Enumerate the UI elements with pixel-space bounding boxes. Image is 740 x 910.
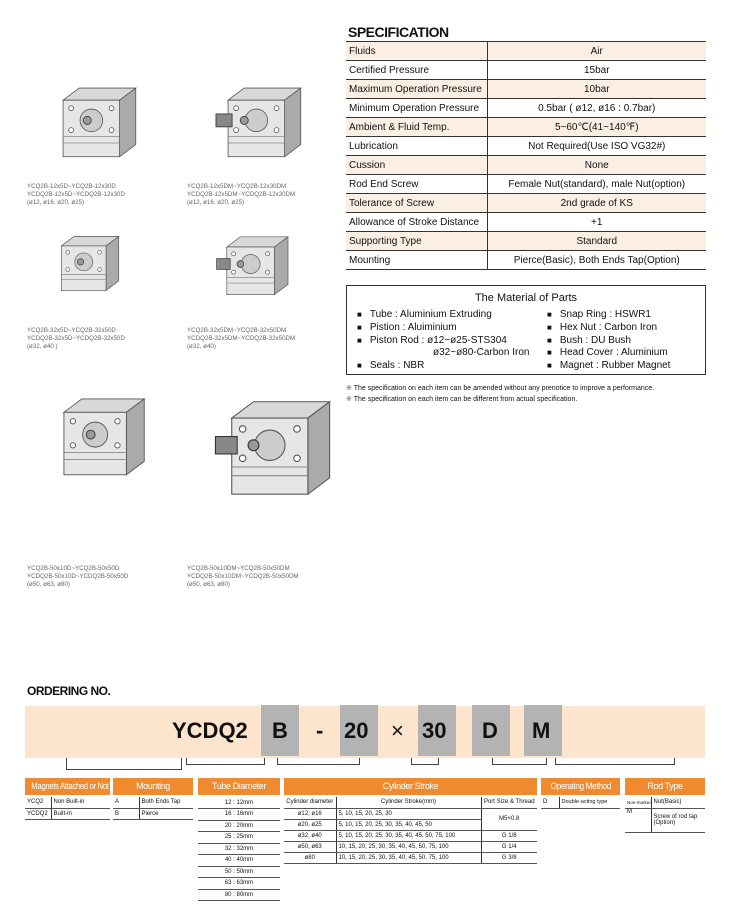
tube-cell: 25 : 25mm bbox=[198, 832, 280, 844]
material-box bbox=[346, 285, 706, 375]
header-stroke bbox=[284, 778, 537, 795]
caption-line: (ø50, ø63, ø80) bbox=[187, 581, 230, 588]
spec-row bbox=[346, 61, 706, 80]
tube-cell: 40 : 40mm bbox=[198, 855, 280, 867]
spec-value: 5~60℃(41~140℉) bbox=[487, 118, 706, 137]
material-title: The Material of Parts bbox=[474, 292, 578, 304]
rod-table bbox=[625, 797, 705, 833]
caption-line: YCQ2B-32x5DM~YCQ2B-32x50DM bbox=[187, 327, 287, 334]
spec-row bbox=[346, 194, 706, 213]
spec-row bbox=[346, 80, 706, 99]
spec-value: 15bar bbox=[487, 61, 706, 80]
cell: D bbox=[541, 797, 559, 808]
material-item: ■ Seals : NBR bbox=[357, 360, 529, 373]
tube-cell: 12 : 12mm bbox=[198, 797, 280, 809]
spec-row bbox=[346, 251, 706, 270]
cell: YCQ2 bbox=[25, 797, 51, 808]
material-item: ■ Bush : DU Bush bbox=[547, 335, 670, 348]
stroke-cell: 10, 15, 20, 25, 30, 35, 40, 45, 50, 75, 100 bbox=[336, 852, 481, 863]
spec-label: Allowance of Stroke Distance bbox=[346, 213, 487, 232]
header-magnets bbox=[25, 778, 110, 795]
caption-line: YCDQ2B-12x5D~YCDQ2B-12x30D bbox=[27, 191, 125, 198]
stroke-cell: ø20, ø25 bbox=[284, 819, 336, 830]
caption-line: YCQ2B-12x5DM~YCQ2B-12x30DM bbox=[187, 183, 287, 190]
bracket bbox=[492, 758, 547, 765]
code-bore: 20 bbox=[344, 718, 369, 743]
spec-value: 10bar bbox=[487, 80, 706, 99]
spec-label: Mounting bbox=[346, 251, 487, 270]
note: ※ The specification on each item can be different from actual specification. bbox=[346, 395, 577, 403]
header-rod bbox=[625, 778, 705, 795]
spec-row bbox=[346, 156, 706, 175]
stroke-cell: 10, 15, 20, 25, 30, 35, 40, 45, 50, 75, 100 bbox=[336, 841, 481, 852]
stroke-cell: 5, 10, 15, 20, 25, 30, 35, 40, 45, 50, 75, 100 bbox=[336, 830, 481, 841]
spec-value: Standard bbox=[487, 232, 706, 251]
cylinder-image bbox=[210, 390, 341, 506]
spec-row bbox=[346, 232, 706, 251]
stroke-cell: 5, 10, 15, 20, 25, 30 bbox=[336, 808, 481, 819]
spec-label: Fluids bbox=[346, 42, 487, 61]
stroke-col-header: Port Size & Thread bbox=[481, 797, 537, 808]
spec-label: Minimum Operation Pressure bbox=[346, 99, 487, 118]
caption-line: (ø12, ø16, ø20, ø25) bbox=[27, 199, 85, 206]
bracket bbox=[555, 758, 675, 765]
spec-label: Ambient & Fluid Temp. bbox=[346, 118, 487, 137]
caption-line: YCQ2B-12x5D~YCQ2B-12x30D bbox=[27, 183, 116, 190]
stroke-table bbox=[284, 797, 537, 864]
header-tube-label: Tube Diameter bbox=[212, 781, 266, 791]
cell: M bbox=[625, 808, 651, 832]
cylinder-image bbox=[45, 80, 146, 166]
cylinder-image bbox=[45, 390, 154, 484]
code-rod: M bbox=[532, 718, 551, 743]
spec-label: Maximum Operation Pressure bbox=[346, 80, 487, 99]
spec-value: 2nd grade of KS bbox=[487, 194, 706, 213]
note: ※ The specification on each item can be amended without any prenotice to improve a performance. bbox=[346, 384, 654, 392]
header-stroke-label: Cylinder Stroke bbox=[382, 781, 439, 791]
code-times: × bbox=[391, 718, 404, 743]
mounting-table bbox=[113, 797, 193, 820]
cell: Double-acting type bbox=[559, 797, 620, 808]
specification-title: SPECIFICATION bbox=[348, 24, 449, 40]
header-tube bbox=[198, 778, 280, 795]
spec-label: Supporting Type bbox=[346, 232, 487, 251]
spec-row bbox=[346, 175, 706, 194]
caption-line: YCQ2B-32x5D~YCQ2B-32x50D bbox=[27, 327, 116, 334]
caption-line: YCDQ2B-12x5DM~YCDQ2B-12x30DM bbox=[187, 191, 296, 198]
cell: YCDQ2 bbox=[25, 808, 51, 819]
tube-cell: 20 : 20mm bbox=[198, 820, 280, 832]
specification-table bbox=[346, 41, 706, 270]
spec-value: 0.5bar ( ø12, ø16 : 0.7bar) bbox=[487, 99, 706, 118]
cell: Built-in bbox=[51, 808, 110, 819]
spec-label: Cussion bbox=[346, 156, 487, 175]
stroke-cell: G 1/4 bbox=[481, 841, 537, 852]
product-caption bbox=[187, 565, 299, 589]
caption-line: YCQ2B-50x10D~YCQ2B-50x50D bbox=[27, 565, 120, 572]
stroke-col-header: Cylinder diameter bbox=[284, 797, 336, 808]
ordering-title: ORDERING NO. bbox=[27, 684, 111, 698]
stroke-cell: ø50, ø63 bbox=[284, 841, 336, 852]
caption-line: YCDQ2B-50x10DM~YCDQ2B-50x50DM bbox=[187, 573, 299, 580]
spec-row bbox=[346, 213, 706, 232]
tube-cell: 63 : 63mm bbox=[198, 878, 280, 890]
product-caption bbox=[187, 327, 295, 351]
code-dash: - bbox=[316, 718, 324, 743]
cell: Both Ends Tap bbox=[139, 797, 193, 808]
bracket bbox=[277, 758, 360, 765]
spec-row bbox=[346, 99, 706, 118]
code-mount: B bbox=[272, 718, 288, 743]
spec-value: Pierce(Basic), Both Ends Tap(Option) bbox=[487, 251, 706, 270]
header-magnets-label: Magnets Attached or Not bbox=[31, 781, 109, 791]
cylinder-image bbox=[210, 230, 298, 303]
material-item: ■ Tube : Aluminium Extruding bbox=[357, 309, 529, 322]
caption-line: (ø32, ø40) bbox=[187, 343, 216, 350]
bracket bbox=[411, 758, 439, 765]
stroke-cell: 5, 10, 15, 20, 25, 30, 35, 40, 45, 50 bbox=[336, 819, 481, 830]
tube-cell: 32 : 32mm bbox=[198, 843, 280, 855]
cylinder-image bbox=[45, 230, 129, 299]
magnets-table bbox=[25, 797, 110, 820]
caption-line: YCQ2B-50x10DM~YCQ2B-50x50DM bbox=[187, 565, 290, 572]
spec-value: +1 bbox=[487, 213, 706, 232]
product-caption bbox=[27, 565, 128, 589]
code-method: D bbox=[482, 718, 498, 743]
header-method bbox=[541, 778, 620, 795]
code-stroke: 30 bbox=[422, 718, 447, 743]
material-item: ■ Pistion : Aluiminium bbox=[357, 322, 529, 335]
material-item: ø32~ø80-Carbon Iron bbox=[433, 347, 530, 359]
material-item: ■ Head Cover : Aluminium bbox=[547, 347, 670, 360]
cell: Pierce bbox=[139, 808, 193, 819]
tube-table bbox=[198, 797, 280, 901]
code-prefix: YCDQ2 bbox=[172, 718, 248, 743]
spec-row bbox=[346, 42, 706, 61]
caption-line: (ø12, ø16, ø20, ø25) bbox=[187, 199, 245, 206]
cell: A bbox=[113, 797, 139, 808]
spec-value: Female Nut(standard), male Nut(option) bbox=[487, 175, 706, 194]
cell: Non Built-in bbox=[51, 797, 110, 808]
spec-row bbox=[346, 137, 706, 156]
tube-cell: 16 : 16mm bbox=[198, 809, 280, 821]
header-rod-label: Rod Type bbox=[647, 781, 683, 791]
caption-line: (ø32, ø40 ) bbox=[27, 343, 58, 350]
bracket bbox=[186, 758, 265, 765]
caption-line: YCDQ2B-32x5DM~YCDQ2B-32x50DM bbox=[187, 335, 296, 342]
stroke-cell: G 1/8 bbox=[481, 830, 537, 841]
bracket bbox=[66, 758, 182, 770]
stroke-cell: M5×0.8 bbox=[481, 808, 537, 830]
spec-label: Certified Pressure bbox=[346, 61, 487, 80]
stroke-col-header: Cylinder Stroke(mm) bbox=[336, 797, 481, 808]
spec-label: Lubrication bbox=[346, 137, 487, 156]
cell: Nut(Basic) bbox=[651, 797, 705, 808]
caption-line: (ø50, ø63, ø80) bbox=[27, 581, 70, 588]
caption-line: YCDQ2B-32x5D~YCDQ2B-32x50D bbox=[27, 335, 125, 342]
stroke-cell: ø80 bbox=[284, 852, 336, 863]
spec-row bbox=[346, 118, 706, 137]
material-item: ■ Magnet : Rubber Magnet bbox=[547, 360, 670, 373]
material-item: ■ Piston Rod : ø12~ø25-STS304 bbox=[357, 335, 529, 348]
spec-value: Not Required(Use ISO VG32#) bbox=[487, 137, 706, 156]
material-item: ■ Snap Ring : HSWR1 bbox=[547, 309, 670, 322]
spec-value: Air bbox=[487, 42, 706, 61]
material-item: ■ Hex Nut : Carbon Iron bbox=[547, 322, 670, 335]
stroke-cell: ø32, ø40 bbox=[284, 830, 336, 841]
spec-label: Rod End Screw bbox=[346, 175, 487, 194]
cylinder-image bbox=[210, 80, 311, 166]
product-caption bbox=[187, 183, 295, 207]
stroke-cell: ø12, ø16 bbox=[284, 808, 336, 819]
header-mounting bbox=[113, 778, 193, 795]
tube-cell: 80 : 80mm bbox=[198, 889, 280, 901]
product-caption bbox=[27, 183, 125, 207]
spec-value: None bbox=[487, 156, 706, 175]
caption-line: YCDQ2B-50x10D~YCDQ2B-50x50D bbox=[27, 573, 129, 580]
method-table bbox=[541, 797, 620, 809]
cell: Screw of rod tap (Option) bbox=[651, 808, 705, 832]
cell: B bbox=[113, 808, 139, 819]
header-mounting-label: Mounting bbox=[136, 781, 170, 791]
header-method-label: Operating Method bbox=[550, 781, 611, 791]
spec-label: Tolerance of Screw bbox=[346, 194, 487, 213]
product-caption bbox=[27, 327, 125, 351]
cell: Non-marked bbox=[625, 797, 651, 808]
tube-cell: 50 : 50mm bbox=[198, 866, 280, 878]
stroke-cell: G 3/8 bbox=[481, 852, 537, 863]
